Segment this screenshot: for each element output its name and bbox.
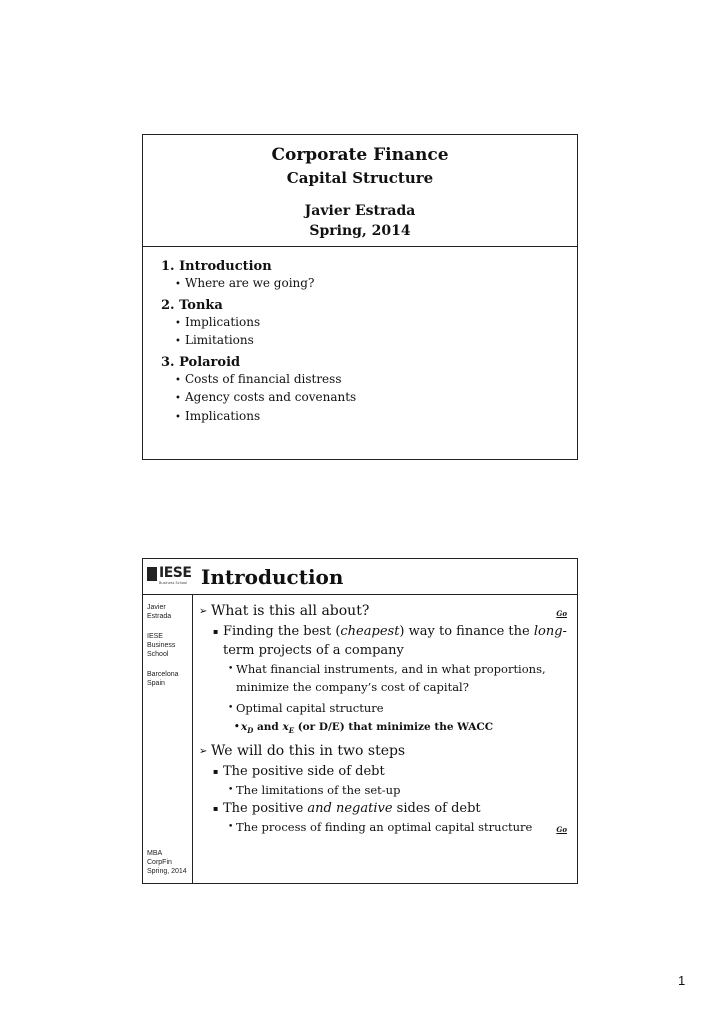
page-number: 1 [678, 973, 686, 988]
arrow-bullet-icon: ➢ [199, 746, 208, 758]
bullet-level1: ➢ We will do this in two steps [199, 741, 573, 762]
dot-bullet-icon: • [228, 822, 234, 833]
slide-heading: Introduction [201, 565, 344, 589]
logo-mark-icon [147, 567, 157, 581]
author-name: Javier Estrada [304, 203, 416, 219]
agenda [161, 258, 356, 426]
slide-introduction [142, 558, 578, 884]
agenda-item: • Costs of financial distress [161, 371, 356, 390]
sidebar-school: IESE Business School [147, 633, 176, 658]
title-divider [143, 246, 577, 247]
bullet-level3: • The limitations of the set-up [228, 783, 401, 798]
bullet-level2: ▪ The positive and negative sides of debt [213, 801, 481, 817]
dot-bullet-icon: • [228, 664, 234, 674]
agenda-item: • Where are we going? [161, 275, 356, 294]
bullet-icon: • [175, 336, 181, 347]
square-bullet-icon: ▪ [213, 804, 219, 814]
term-date: Spring, 2014 [309, 223, 411, 239]
agenda-item: • Agency costs and covenants [161, 389, 356, 408]
square-bullet-icon: ▪ [213, 767, 219, 777]
course-title: Corporate Finance [271, 145, 449, 165]
sidebar-author: Javier Estrada [147, 604, 172, 620]
agenda-section-heading: 2. Tonka [161, 297, 223, 313]
agenda-item: • Limitations [161, 332, 356, 351]
dot-bullet-icon: • [234, 722, 240, 732]
bullet-level3: • The process of finding an optimal capital structure Go [199, 818, 573, 836]
iese-logo [147, 565, 192, 587]
sidebar-divider [192, 594, 193, 883]
dot-bullet-icon: • [228, 785, 234, 796]
header-divider [143, 594, 577, 595]
bullet-level3: • What financial instruments, and in what proportions, minimize the company’s cost of capital? [228, 662, 546, 694]
bullet-level2: ▪ The positive side of debt [213, 764, 385, 780]
bullet-icon: • [175, 317, 181, 329]
square-bullet-icon: ▪ [213, 627, 219, 636]
agenda-item: • Implications [161, 408, 356, 427]
bullet-level4: • $x_D$ and $x_E$ (or D/E) that minimize the WACC [199, 717, 573, 741]
slide-title-agenda [142, 134, 578, 460]
sidebar-location: Barcelona Spain [147, 671, 179, 687]
title-block [143, 135, 577, 247]
course-subtitle: Capital Structure [286, 169, 434, 187]
bullet-icon: • [175, 393, 181, 404]
agenda-section-heading: 3. Polaroid [161, 354, 241, 370]
sidebar-course: MBA CorpFin Spring, 2014 [147, 850, 187, 875]
logo-subtext: Business School [159, 581, 188, 585]
arrow-bullet-icon: ➢ [199, 606, 208, 617]
bullet-icon: • [175, 279, 181, 290]
bullet-icon: • [175, 374, 181, 386]
go-link[interactable]: Go [556, 825, 567, 835]
agenda-section-heading: 1. Introduction [161, 259, 272, 274]
slide-content [199, 601, 573, 836]
bullet-level1: ➢ What is this all about? Go [199, 601, 573, 622]
dot-bullet-icon: • [228, 703, 234, 713]
bullet-icon: • [175, 411, 181, 423]
bullet-level2: ▪ Finding the best (cheapest) way to finance the long- term projects of a company [213, 624, 567, 658]
bullet-level3: • Optimal capital structure [228, 701, 384, 715]
logo-wordmark: IESE [159, 565, 192, 581]
go-link[interactable]: Go [556, 609, 567, 618]
agenda-item: • Implications [161, 314, 356, 333]
